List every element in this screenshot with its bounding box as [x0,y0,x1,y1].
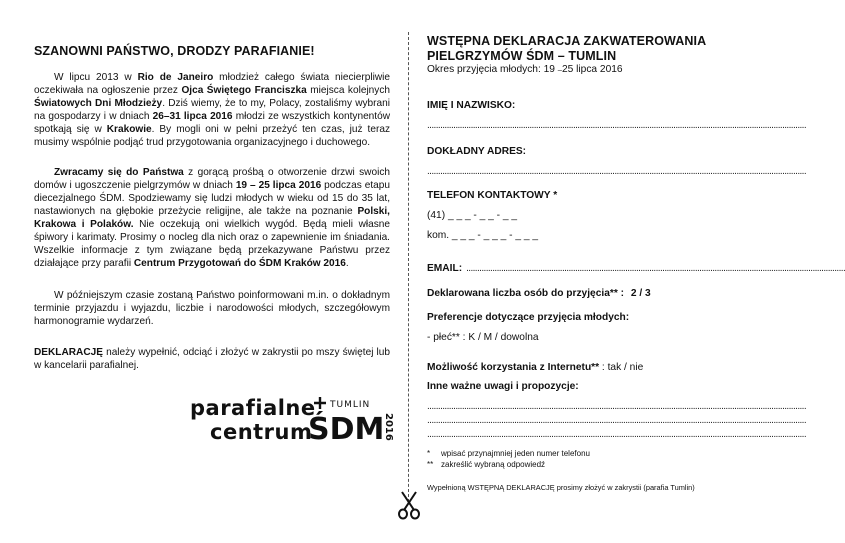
sdm-tumlin-logo [190,391,400,445]
logo-line2: centrum [210,420,313,444]
paragraph-details: W późniejszym czasie zostaną Państwo poinformowani m.in. o dokładnym terminie przyjazdu i wyjazdu, liczbie i narodowości młodych, szczegółowym harmonogramie wydarzeń. [34,289,390,327]
form-title [427,34,737,63]
logo-year: 2016 [383,413,394,441]
guest-count-row [427,288,737,299]
internet-options[interactable]: : tak / nie [599,362,644,373]
scissors-icon [396,490,422,520]
address-field[interactable]: .............................................................................................................................................................................. [427,166,807,177]
notes-field-line1[interactable]: .............................................................................................................................................................................. [427,401,807,412]
phone-landline-field[interactable]: (41) _ _ _ - _ _ - _ _ [427,210,518,221]
declaration-form [427,34,845,492]
email-row [427,263,845,274]
letter-heading: SZANOWNI PAŃSTWO, DRODZY PARAFIANIE! [34,44,315,58]
logo-cross-mark [314,397,326,409]
notes-field-line3[interactable]: .............................................................................................................................................................................. [427,429,807,440]
gender-preference-options[interactable]: - płeć** : K / M / dowolna [427,332,539,343]
preferences-label: Preferencje dotyczące przyjęcia młodych: [427,312,630,323]
internet-row [427,357,737,375]
footnote-circle: ** zakreślić wybraną odpowiedź [427,460,546,469]
name-label: IMIĘ I NAZWISKO: [427,100,516,111]
form-footer-instructions: Wypełnioną WSTĘPNĄ DEKLARACJĘ prosimy złożyć w zakrystii (parafia Tumlin) [427,483,695,492]
email-field[interactable]: .............................................................................................................................................................................. [466,263,845,274]
email-label: EMAIL: [427,263,463,274]
footnote-phone: * wpisać przynajmniej jeden numer telefonu [427,449,590,458]
logo-line1: parafialne [190,396,316,420]
logo-sdm: ŚDM [308,412,385,447]
form-subtitle: Okres przyjęcia młodych: 19 –25 lipca 2016 [427,64,623,75]
cut-line [408,32,409,502]
invitation-letter [34,44,390,373]
paragraph-request: Zwracamy się do Państwa z gorącą prośbą o otworzenie drzwi swoich domów i ugoszczenie pielgrzymów w dniach 19 – 25 lipca 2016 podczas etapu diecezjalnego ŚDM. Spodziewamy się ludzi młodych w wieku od 15 do 35 lat, nastawionych na głębokie przeżycie religijne, ale także na poznanie Polski, Krakowa i Polaków. Nie oczekują oni wielkich wygód. Będą mieli własne śpiwory i karimaty. Prosimy o nocleg dla nich oraz o zapewnienie im śniadania. Wszelkie informacje z tym związane będą przekazywane Państwu przez działające przy parafii Centrum Przygotowań do ŚDM Kraków 2016. [34,167,390,269]
address-label: DOKŁADNY ADRES: [427,146,527,157]
phone-label: TELEFON KONTAKTOWY * [427,190,558,201]
guest-count-label: Deklarowana liczba osób do przyjęcia** : [427,288,625,299]
logo-town: TUMLIN [330,400,371,410]
name-field[interactable]: .............................................................................................................................................................................. [427,120,807,131]
paragraph-instructions: DEKLARACJĘ należy wypełnić, odciąć i złożyć w zakrystii po mszy świętej lub w kancelarii parafialnej. [34,347,390,372]
notes-field-line2[interactable]: .............................................................................................................................................................................. [427,415,807,426]
notes-label: Inne ważne uwagi i propozycje: [427,381,579,392]
guest-count-options[interactable]: 2 / 3 [630,288,651,299]
phone-mobile-field[interactable]: kom. _ _ _ - _ _ _ - _ _ _ [427,230,538,241]
internet-label: Możliwość korzystania z Internetu** [427,362,600,373]
form-title-line1: WSTĘPNA DEKLARACJA ZAKWATEROWANIA [427,34,707,48]
paragraph-intro: W lipcu 2013 w Rio de Janeiro młodzież całego świata niecierpliwie oczekiwała na ogłoszenie przez Ojca Świętego Franciszka miejsca kolejnych Światowych Dni Młodzieży. Dziś wiemy, że to my, Polacy, zostaliśmy wybrani na gospodarzy i w dniach 26–31 lipca 2016 młodzi ze wszystkich kontynentów spotkają się w Krakowie. By mogli oni w pełni przeżyć ten czas, już teraz musimy wspólnie podjąć trud przygotowania organizacyjnego i duchowego. [34,72,391,148]
form-title-line2: PIELGRZYMÓW ŚDM – TUMLIN [427,48,617,63]
